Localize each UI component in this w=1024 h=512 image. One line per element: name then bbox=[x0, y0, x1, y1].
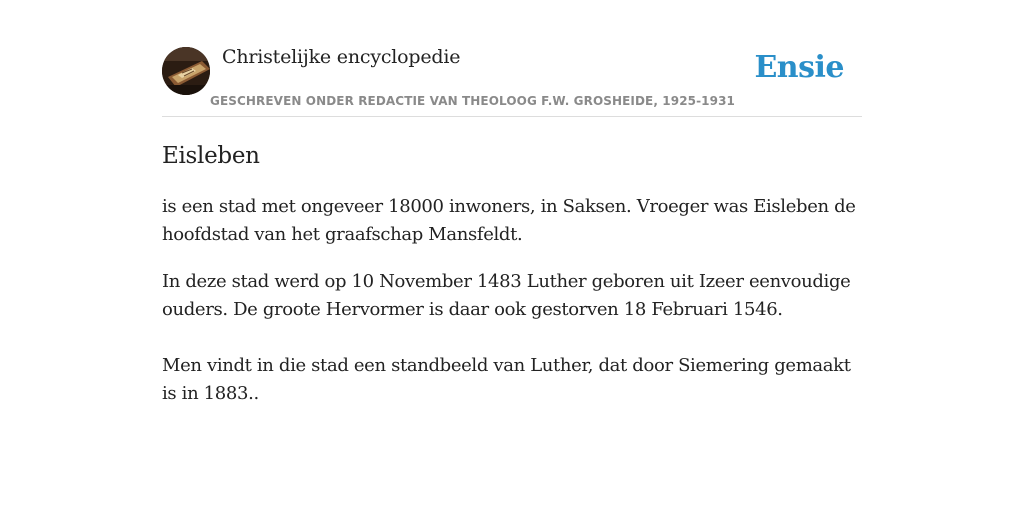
entry-paragraph: In deze stad werd op 10 November 1483 Luther geboren uit Izeer eenvoudige ouders. De groote Hervormer is daar ook gestorven 18 Februari 1546. bbox=[162, 271, 851, 320]
book-photo-icon bbox=[162, 47, 210, 95]
encyclopedia-header bbox=[162, 0, 862, 117]
ensie-logo-link[interactable]: Ensie bbox=[754, 50, 844, 85]
entry-paragraph: Men vindt in die stad een standbeeld van Luther, dat door Siemering gemaakt is in 1883.. bbox=[162, 355, 851, 404]
entry-paragraph: is een stad met ongeveer 18000 inwoners, in Saksen. Vroeger was Eisleben de hoofdstad van het graafschap Mansfeldt. bbox=[162, 196, 856, 245]
encyclopedia-subtitle: GESCHREVEN ONDER REDACTIE VAN THEOLOOG F.W. GROSHEIDE, 1925-1931 bbox=[210, 94, 735, 108]
encyclopedia-avatar[interactable] bbox=[162, 47, 210, 95]
entry-title: Eisleben bbox=[162, 143, 260, 169]
page-container bbox=[162, 0, 862, 408]
encyclopedia-title-link[interactable]: Christelijke encyclopedie bbox=[222, 46, 461, 68]
